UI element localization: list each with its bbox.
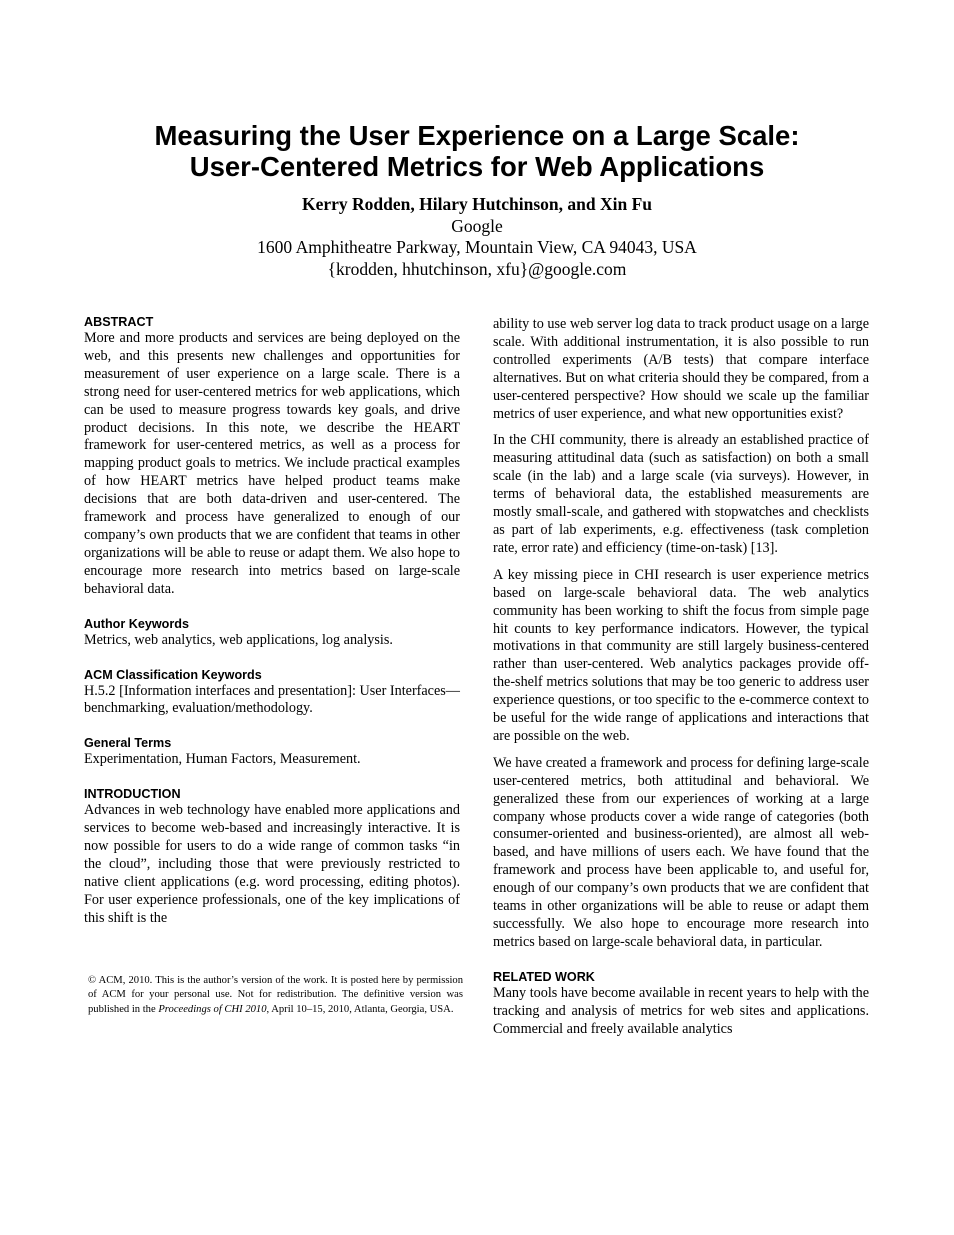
copyright-text-before: © ACM, 2010. This is the author’s version of the work. It is posted here by permission of ACM for your personal use. Not for redistribution. The definitive version was published in the (88, 975, 463, 1015)
title-line-2: User-Centered Metrics for Web Applications (189, 151, 765, 182)
related-work-text: Many tools have become available in recent years to help with the tracking and analysis of metrics for web sites and applications. Commercial and freely available analytics (493, 984, 869, 1037)
acm-classification-section (84, 667, 460, 719)
author-names: Kerry Rodden, Hilary Hutchinson, and Xin Fu (301, 194, 653, 214)
author-emails: {krodden, hhutchinson, xfu}@google.com (327, 258, 627, 279)
acm-classification-heading: ACM Classification Keywords (84, 667, 262, 682)
introduction-section (84, 786, 460, 927)
related-work-heading: RELATED WORK (493, 969, 595, 984)
left-column (84, 314, 460, 945)
introduction-heading: INTRODUCTION (84, 787, 181, 802)
intro-paragraph-3: In the CHI community, there is already an established practice of measuring attitudinal data (such as satisfaction) on both a small scale (in the lab) and a large scale (via surveys). However, in terms of behavioral data, the established measurements are mostly small-scale, and gathered with stopwatches and checklists as part of lab experiments, e.g. effectiveness (task completion rate, error rate) and efficiency (time-on-task) [13]. (493, 432, 869, 556)
abstract-heading: ABSTRACT (84, 315, 154, 329)
copyright-venue: Proceedings of CHI 2010 (158, 1003, 267, 1015)
author-keywords-heading: Author Keywords (84, 616, 189, 631)
author-keywords-text: Metrics, web analytics, web applications, log analysis. (84, 631, 393, 648)
acm-classification-text: H.5.2 [Information interfaces and presentation]: User Interfaces—benchmarking, evaluation/methodology. (84, 682, 460, 717)
paper-title (0, 120, 954, 182)
author-address: 1600 Amphitheatre Parkway, Mountain View, CA 94043, USA (257, 237, 697, 257)
intro-paragraph-5: We have created a framework and process for defining large-scale user-centered metrics, both attitudinal and behavioral. We generalized these from our experiences of working at a large company whose products cover a wide range of categories (both consumer-oriented and business-oriented), are almost all web-based, and have millions of users each. We have found that the framework and process have been applicable to, and useful for, enough of our company’s own products that we are confident that teams in other organizations will be able to reuse or adapt them successfully. We also hope to encourage more research into metrics based on large-scale behavioral data, in particular. (493, 754, 869, 950)
title-line-1: Measuring the User Experience on a Large Scale: (154, 120, 800, 151)
copyright-text-after: , April 10–15, 2010, Atlanta, Georgia, USA. (266, 1003, 454, 1015)
intro-paragraph-4: A key missing piece in CHI research is user experience metrics based on large-scale behavioral data. The web analytics community has been working to shift the focus from simple page hit counts to key performance indicators. However, the typical motivations in that community are still largely business-centered rather than user-centered. Web analytics packages provide off-the-shelf metrics solutions that may be too generic to address user experience questions, or too specific to the e-commerce context to be useful for the wide range of applications and interactions that are possible on the web. (493, 566, 869, 744)
introduction-text: Advances in web technology have enabled more applications and services to become web-based and increasingly interactive. It is now possible for users to do a wide range of common tasks “in the cloud”, including those that were previously restricted to native client applications (e.g. word processing, editing photos). For user experience professionals, one of the key implications of this shift is the (84, 802, 460, 926)
abstract-text: More and more products and services are being deployed on the web, and this presents new challenges and opportunities for measurement of user experience on a large scale. There is a strong need for user-centered metrics for web applications, which can be used to measure progress towards key goals, and drive product decisions. In this note, we describe the HEART framework for user-centered metrics, as well as a process for mapping product goals to metrics. We include practical examples of how HEART metrics have helped product teams make decisions that are both data-driven and user-centered. The framework and process have generalized to enough of our company’s own products that we are confident that teams in other organizations will be able to reuse or adapt them. We also hope to encourage more research into metrics based on large-scale behavioral data. (84, 330, 460, 597)
abstract-section (84, 314, 460, 599)
general-terms-heading: General Terms (84, 736, 172, 751)
copyright-notice (88, 974, 463, 1017)
author-block (0, 194, 954, 280)
intro-paragraph-2: ability to use web server log data to track product usage on a large scale. With additional instrumentation, it is also possible to run controlled experiments (A/B tests) that compare interface alternatives. But on what criteria should they be compared, from a user-centered perspective? How should we scale up the familiar metrics of user experience, and what new opportunities exist? (493, 316, 869, 422)
author-keywords-section (84, 616, 460, 650)
right-column (493, 316, 869, 1056)
general-terms-text: Experimentation, Human Factors, Measurement. (84, 751, 361, 768)
related-work-section (493, 969, 869, 1039)
general-terms-section (84, 735, 460, 769)
author-affiliation: Google (451, 215, 503, 236)
